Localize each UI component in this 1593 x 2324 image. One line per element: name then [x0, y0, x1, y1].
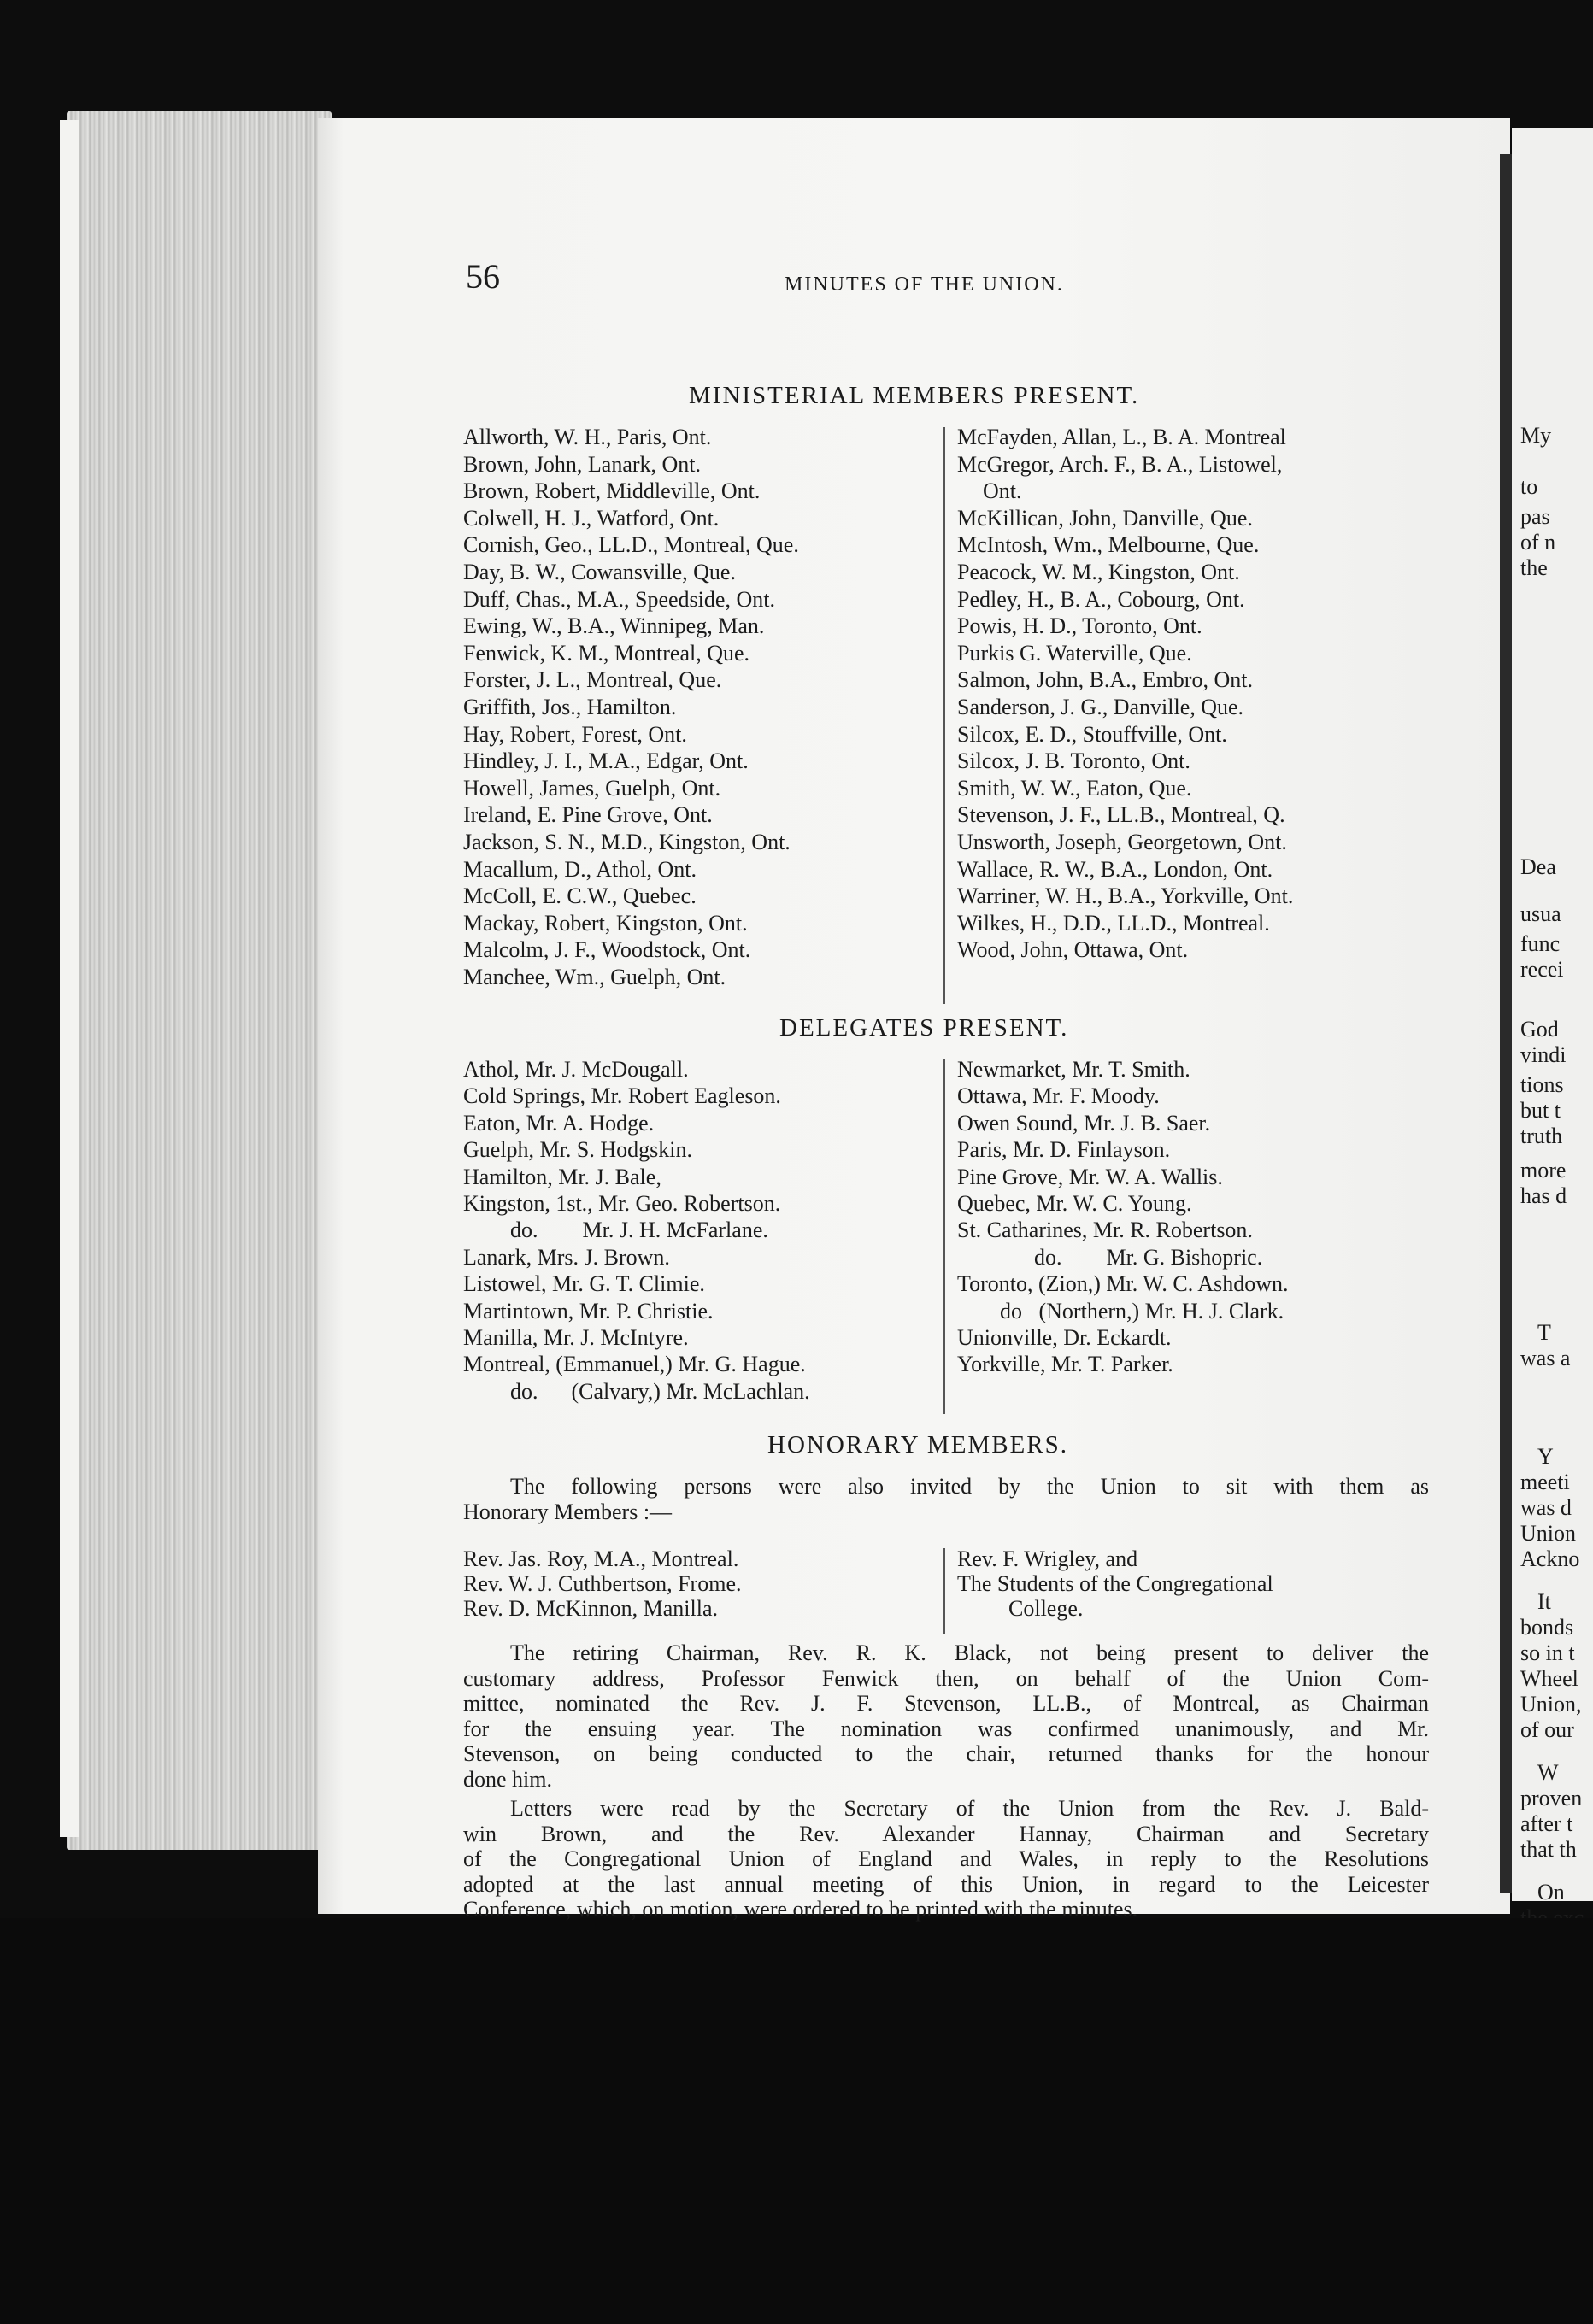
list-item: Wallace, R. W., B.A., London, Ont.	[957, 856, 1273, 882]
adjacent-page-fragment: has d	[1520, 1183, 1567, 1208]
book-gutter	[1500, 154, 1512, 1893]
list-item: Malcolm, J. F., Woodstock, Ont.	[463, 937, 751, 963]
list-item: McFayden, Allan, L., B. A. Montreal	[957, 425, 1286, 449]
adjacent-page-fragment: meeti	[1520, 1470, 1570, 1494]
list-item: Wilkes, H., D.D., LL.D., Montreal.	[957, 910, 1270, 936]
list-item: Mackay, Robert, Kingston, Ont.	[463, 910, 748, 936]
honorary-intro	[463, 1474, 1429, 1524]
list-item: Silcox, E. D., Stouffville, Ont.	[957, 721, 1227, 747]
list-item: Cold Springs, Mr. Robert Eagleson.	[463, 1083, 781, 1109]
column-divider	[943, 1548, 945, 1634]
list-item: Macallum, D., Athol, Ont.	[463, 856, 697, 882]
list-item: Rev. F. Wrigley, and	[957, 1546, 1138, 1571]
list-item: Newmarket, Mr. T. Smith.	[957, 1057, 1190, 1082]
text-line: done him.	[463, 1766, 552, 1792]
adjacent-page-fragment: tions	[1520, 1072, 1564, 1097]
list-item: Ont.	[983, 478, 1022, 504]
list-item: Ottawa, Mr. F. Moody.	[957, 1083, 1160, 1109]
text-line: Letters were read by the Secretary of the Union from the Rev. J. Bald-	[510, 1796, 1429, 1821]
list-item: Hindley, J. I., M.A., Edgar, Ont.	[463, 748, 749, 774]
text-line: of the Congregational Union of England and Wales, in reply to the Resolutions	[463, 1846, 1429, 1871]
page-stack-outer-edge	[60, 120, 79, 1837]
text-line: win Brown, and the Rev. Alexander Hannay, Chairman and Secretary	[463, 1821, 1429, 1846]
list-item: Ireland, E. Pine Grove, Ont.	[463, 802, 713, 828]
list-item: Sanderson, J. G., Danville, Que.	[957, 694, 1244, 719]
adjacent-page-fragment: Union,	[1520, 1692, 1582, 1717]
list-item: Purkis G. Waterville, Que.	[957, 640, 1192, 666]
honorary-heading: HONORARY MEMBERS.	[767, 1431, 1068, 1458]
list-item: Brown, John, Lanark, Ont.	[463, 451, 702, 477]
list-item: Quebec, Mr. W. C. Young.	[957, 1190, 1192, 1216]
list-item: Unionville, Dr. Eckardt.	[957, 1324, 1172, 1350]
adjacent-page-fragment: Dea	[1520, 854, 1556, 879]
list-item: Hamilton, Mr. J. Bale,	[463, 1164, 661, 1189]
list-item: Owen Sound, Mr. J. B. Saer.	[957, 1110, 1211, 1136]
scan-background	[0, 1918, 1593, 2324]
delegates-left-column	[463, 1056, 810, 1405]
paragraph-letters	[463, 1796, 1429, 1922]
adjacent-page-fragment: bonds	[1520, 1615, 1574, 1640]
ministerial-right-column	[957, 424, 1293, 964]
list-item: Stevenson, J. F., LL.B., Montreal, Q.	[957, 802, 1285, 828]
adjacent-page-fragment: of our	[1520, 1717, 1574, 1742]
text-line: for the ensuing year. The nomination was confirmed unanimously, and Mr.	[463, 1716, 1429, 1741]
adjacent-page-fragment: Ackno	[1520, 1546, 1580, 1571]
list-item: Cornish, Geo., LL.D., Montreal, Que.	[463, 532, 799, 558]
list-item: Montreal, (Emmanuel,) Mr. G. Hague.	[463, 1352, 806, 1377]
list-item: McIntosh, Wm., Melbourne, Que.	[957, 532, 1260, 558]
running-title: MINUTES OF THE UNION.	[785, 273, 1064, 296]
list-item: Salmon, John, B.A., Embro, Ont.	[957, 667, 1253, 693]
adjacent-page	[1512, 128, 1593, 1904]
adjacent-page-fragment: was d	[1520, 1495, 1572, 1520]
text-line: Stevenson, on being conducted to the chair, returned thanks for the honour	[463, 1741, 1429, 1766]
page-stack-edges	[67, 111, 332, 1850]
list-item: Rev. Jas. Roy, M.A., Montreal.	[463, 1546, 739, 1571]
adjacent-page-fragment: to	[1520, 474, 1538, 499]
ministerial-heading: MINISTERIAL MEMBERS PRESENT.	[689, 382, 1140, 409]
list-item: Rev. W. J. Cuthbertson, Frome.	[463, 1571, 742, 1596]
list-item: The Students of the Congregational	[957, 1571, 1273, 1596]
list-item: Paris, Mr. D. Finlayson.	[957, 1137, 1171, 1163]
list-item: McGregor, Arch. F., B. A., Listowel,	[957, 451, 1283, 477]
honorary-right-column	[957, 1546, 1273, 1621]
ministerial-left-column	[463, 424, 799, 990]
adjacent-page-fragment: T	[1537, 1320, 1551, 1345]
adjacent-page-fragment: but t	[1520, 1098, 1561, 1123]
adjacent-page-fragment: pas	[1520, 504, 1550, 529]
list-item: Allworth, W. H., Paris, Ont.	[463, 425, 712, 449]
list-item: Hay, Robert, Forest, Ont.	[463, 721, 687, 747]
list-item: Brown, Robert, Middleville, Ont.	[463, 478, 761, 504]
text-line: The retiring Chairman, Rev. R. K. Black, not being present to deliver the	[510, 1640, 1429, 1665]
list-item: Lanark, Mrs. J. Brown.	[463, 1244, 670, 1270]
text-line: Honorary Members :—	[463, 1499, 673, 1524]
adjacent-page-fragment: func	[1520, 931, 1561, 956]
list-item: do. (Calvary,) Mr. McLachlan.	[510, 1378, 810, 1404]
list-item: Kingston, 1st., Mr. Geo. Robertson.	[463, 1190, 781, 1216]
page-number: 56	[466, 257, 500, 296]
text-line: adopted at the last annual meeting of this Union, in regard to the Leicester	[463, 1871, 1429, 1897]
list-item: Day, B. W., Cowansville, Que.	[463, 559, 736, 584]
adjacent-page-fragment: after t	[1520, 1811, 1573, 1836]
adjacent-page-fragment: of n	[1520, 530, 1556, 555]
list-item: Listowel, Mr. G. T. Climie.	[463, 1271, 705, 1297]
list-item: Colwell, H. J., Watford, Ont.	[463, 505, 720, 531]
text-line: customary address, Professor Fenwick then, on behalf of the Union Com-	[463, 1665, 1429, 1691]
list-item: Wood, John, Ottawa, Ont.	[957, 937, 1189, 963]
adjacent-page-fragment: was a	[1520, 1346, 1571, 1370]
list-item: Martintown, Mr. P. Christie.	[463, 1298, 714, 1323]
adjacent-page-fragment: My	[1520, 423, 1552, 448]
list-item: Guelph, Mr. S. Hodgskin.	[463, 1137, 692, 1163]
adjacent-page-fragment: the	[1520, 555, 1548, 580]
list-item: do. Mr. J. H. McFarlane.	[510, 1218, 768, 1243]
list-item: Rev. D. McKinnon, Manilla.	[463, 1596, 718, 1621]
adjacent-page-fragment: W	[1537, 1760, 1559, 1785]
list-item: College.	[1008, 1596, 1084, 1621]
list-item: Howell, James, Guelph, Ont.	[463, 775, 721, 801]
list-item: Pedley, H., B. A., Cobourg, Ont.	[957, 586, 1245, 612]
adjacent-page-fragment: truth	[1520, 1124, 1563, 1148]
list-item: Silcox, J. B. Toronto, Ont.	[957, 748, 1190, 774]
list-item: McColl, E. C.W., Quebec.	[463, 883, 697, 909]
delegates-right-column	[957, 1056, 1288, 1378]
list-item: Forster, J. L., Montreal, Que.	[463, 667, 722, 693]
list-item: Griffith, Jos., Hamilton.	[463, 694, 677, 719]
adjacent-page-fragment: God	[1520, 1017, 1559, 1042]
adjacent-page-fragment: that th	[1520, 1837, 1577, 1862]
delegates-heading: DELEGATES PRESENT.	[779, 1014, 1069, 1042]
list-item: Yorkville, Mr. T. Parker.	[957, 1352, 1173, 1377]
list-item: Fenwick, K. M., Montreal, Que.	[463, 640, 750, 666]
adjacent-page-fragment: On	[1537, 1880, 1565, 1904]
list-item: St. Catharines, Mr. R. Robertson.	[957, 1218, 1253, 1243]
list-item: do. Mr. G. Bishopric.	[1034, 1244, 1263, 1270]
adjacent-page-fragment: Y	[1537, 1444, 1554, 1469]
adjacent-page-fragment: It	[1537, 1589, 1551, 1614]
list-item: Toronto, (Zion,) Mr. W. C. Ashdown.	[957, 1271, 1289, 1297]
list-item: Manilla, Mr. J. McIntyre.	[463, 1324, 689, 1350]
list-item: do (Northern,) Mr. H. J. Clark.	[1000, 1298, 1284, 1323]
adjacent-page-fragment: proven	[1520, 1786, 1583, 1810]
paragraph-chairman	[463, 1640, 1429, 1792]
list-item: McKillican, John, Danville, Que.	[957, 505, 1253, 531]
text-line: mittee, nominated the Rev. J. F. Stevenson, LL.B., of Montreal, as Chairman	[463, 1691, 1429, 1716]
list-item: Jackson, S. N., M.D., Kingston, Ont.	[463, 829, 791, 854]
list-item: Warriner, W. H., B.A., Yorkville, Ont.	[957, 883, 1294, 909]
list-item: Unsworth, Joseph, Georgetown, Ont.	[957, 829, 1287, 854]
text-line: The following persons were also invited by the Union to sit with them as	[510, 1474, 1429, 1499]
adjacent-page-fragment: Union	[1520, 1521, 1576, 1546]
adjacent-page-fragment: vindi	[1520, 1042, 1567, 1067]
column-divider	[943, 427, 945, 1004]
list-item: Powis, H. D., Toronto, Ont.	[957, 613, 1202, 639]
honorary-left-column	[463, 1546, 741, 1621]
list-item: Eaton, Mr. A. Hodge.	[463, 1110, 655, 1136]
list-item: Peacock, W. M., Kingston, Ont.	[957, 559, 1240, 584]
text-line: Conference, which, on motion, were ordered to be printed with the minutes.	[463, 1897, 1138, 1922]
list-item: Duff, Chas., M.A., Speedside, Ont.	[463, 586, 775, 612]
list-item: Manchee, Wm., Guelph, Ont.	[463, 964, 726, 989]
list-item: Athol, Mr. J. McDougall.	[463, 1057, 689, 1082]
adjacent-page-fragment: so in t	[1520, 1640, 1575, 1665]
adjacent-page-fragment: usua	[1520, 901, 1561, 926]
list-item: Pine Grove, Mr. W. A. Wallis.	[957, 1164, 1223, 1189]
adjacent-page-fragment: more	[1520, 1158, 1567, 1183]
list-item: Smith, W. W., Eaton, Que.	[957, 775, 1192, 801]
list-item: Ewing, W., B.A., Winnipeg, Man.	[463, 613, 765, 639]
adjacent-page-fragment: recei	[1520, 957, 1564, 982]
column-divider	[943, 1059, 945, 1414]
adjacent-page-fragment: Wheel	[1520, 1666, 1578, 1691]
